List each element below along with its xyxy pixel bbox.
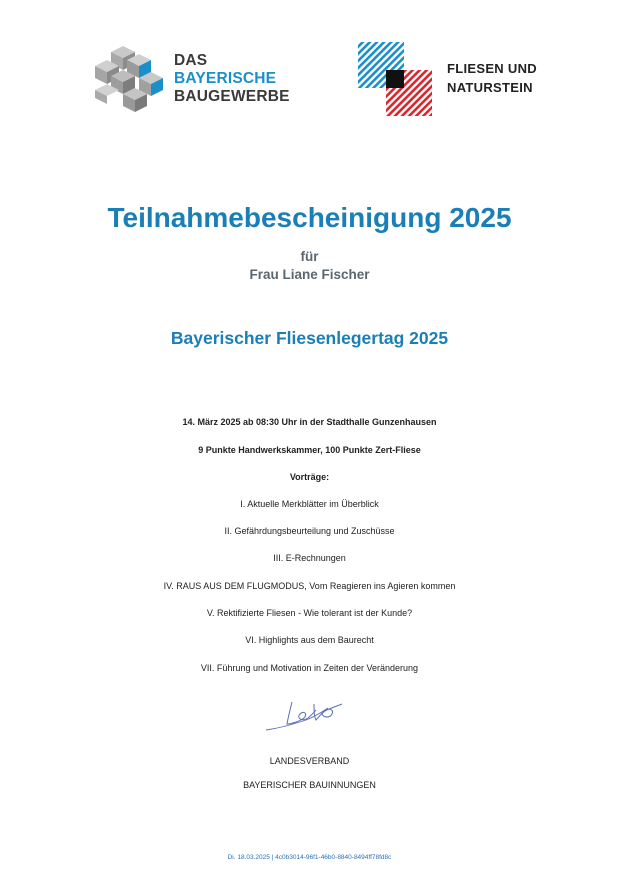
logo-right-line1: FLIESEN UND <box>447 61 537 76</box>
signatory-line1: LANDESVERBAND <box>269 756 350 766</box>
date-location: 14. März 2025 ab 08:30 Uhr in der Stadthalle Gunzenhausen <box>182 417 437 427</box>
talk-item: VII. Führung und Motivation in Zeiten der Veränderung <box>200 663 419 673</box>
bayerische-baugewerbe-logo <box>95 44 295 116</box>
footer-id: Di. 18.03.2025 | 4c0b3014-96f1-46b0-8840-8494ff78fd8c <box>227 854 392 861</box>
points-info: 9 Punkte Handwerkskammer, 100 Punkte Zert-Fliese <box>198 445 421 455</box>
talk-item: I. Aktuelle Merkblätter im Überblick <box>240 499 379 509</box>
talk-item: V. Rektifizierte Fliesen - Wie tolerant ist der Kunde? <box>206 608 413 618</box>
for-label: für <box>300 249 319 264</box>
talk-item: IV. RAUS AUS DEM FLUGMODUS, Vom Reagieren ins Agieren kommen <box>163 581 456 591</box>
handwritten-signature <box>262 690 362 736</box>
logo-left-line1: DAS <box>174 52 208 69</box>
logo-left-line3: BAUGEWERBE <box>174 88 290 105</box>
certificate-title: Teilnahmebescheinigung 2025 <box>107 202 512 233</box>
talks-heading: Vorträge: <box>289 472 330 482</box>
recipient-name: Frau Liane Fischer <box>249 267 370 282</box>
tile-logo-icon <box>356 40 436 120</box>
logo-left-line2: BAYERISCHE <box>174 70 277 87</box>
signatory-line2: BAYERISCHER BAUINNUNGEN <box>243 780 376 790</box>
talk-item: III. E-Rechnungen <box>273 553 346 563</box>
cube-logo-icon <box>95 44 167 116</box>
fliesen-naturstein-logo <box>356 40 566 120</box>
talk-item: VI. Highlights aus dem Baurecht <box>245 635 374 645</box>
event-name: Bayerischer Fliesenlegertag 2025 <box>170 328 449 348</box>
logo-right-line2: NATURSTEIN <box>447 80 533 95</box>
talk-item: II. Gefährdungsbeurteilung und Zuschüsse <box>224 526 395 536</box>
